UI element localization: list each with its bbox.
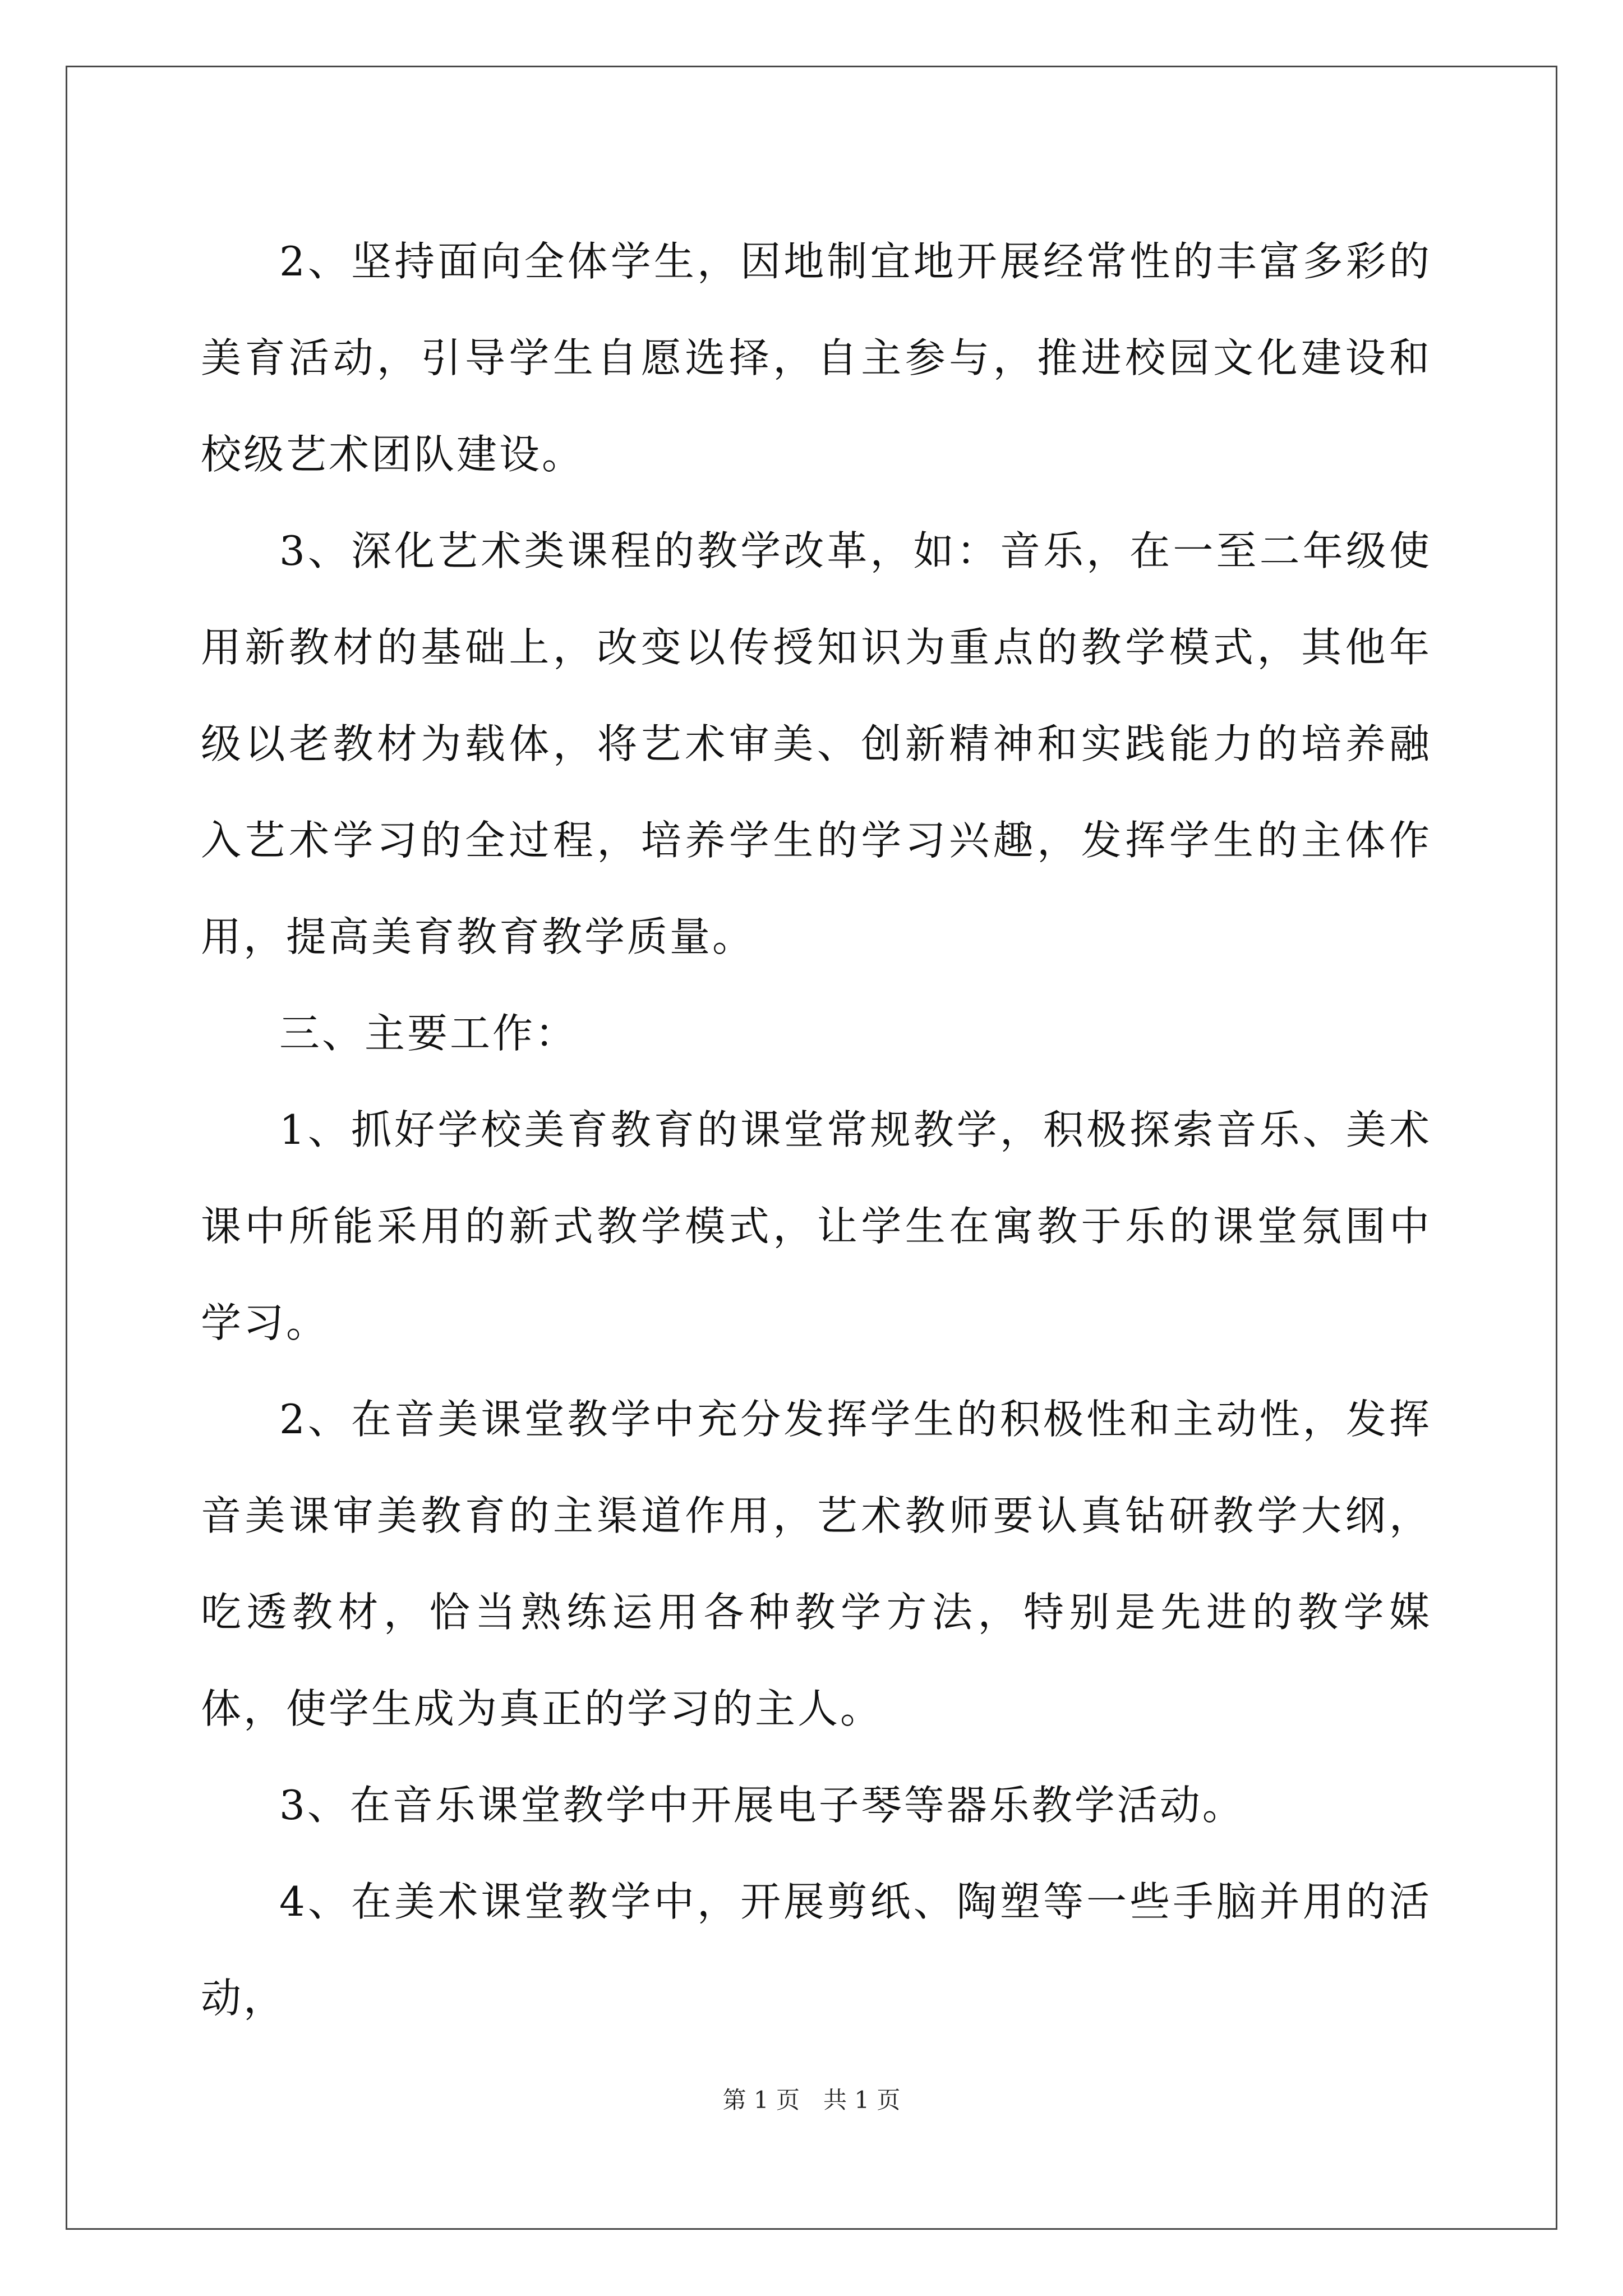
paragraph: 2、坚持面向全体学生，因地制宜地开展经常性的丰富多彩的美育活动，引导学生自愿选择，自主参与，推进校园文化建设和校级艺术团队建设。 <box>201 238 1432 478</box>
document-body <box>201 213 1432 2046</box>
paragraph: 4、在美术课堂教学中，开展剪纸、陶塑等一些手脑并用的活动， <box>201 1878 1432 2022</box>
page-number-footer: 第 1 页 共 1 页 <box>722 2086 901 2114</box>
paragraph: 2、在音美课堂教学中充分发挥学生的积极性和主动性，发挥音美课审美教育的主渠道作用，艺术教师要认真钻研教学大纲，吃透教材，恰当熟练运用各种教学方法，特别是先进的教学媒体，使学生成为真正的学习的主人。 <box>201 1396 1432 1732</box>
paragraph: 3、深化艺术类课程的教学改革，如：音乐，在一至二年级使用新教材的基础上，改变以传授知识为重点的教学模式，其他年级以老教材为载体，将艺术审美、创新精神和实践能力的培养融入艺术学习的全过程，培养学生的学习兴趣，发挥学生的主体作用，提高美育教育教学质量。 <box>201 527 1432 960</box>
section-heading: 三、主要工作： <box>279 1010 578 1057</box>
paragraph: 1、抓好学校美育教育的课堂常规教学，积极探索音乐、美术课中所能采用的新式教学模式，让学生在寓教于乐的课堂氛围中学习。 <box>201 1106 1432 1346</box>
paragraph: 3、在音乐课堂教学中开展电子琴等器乐教学活动。 <box>279 1782 1245 1829</box>
